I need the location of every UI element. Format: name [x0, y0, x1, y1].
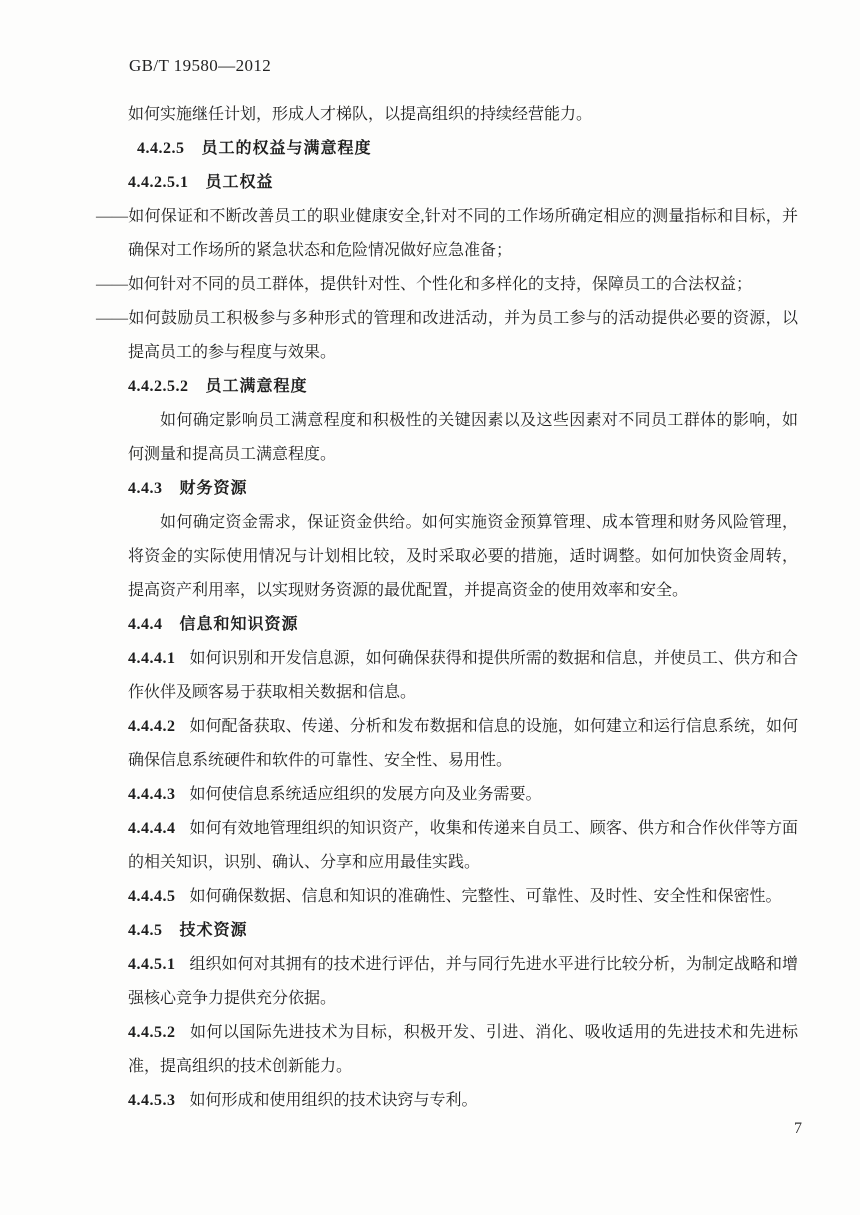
dash-item-text: 如何针对不同的员工群体，提供针对性、个性化和多样化的支持，保障员工的合法权益；: [128, 276, 753, 293]
dash-marker: ——: [96, 208, 128, 225]
clause-paragraph: [128, 948, 798, 1016]
section-number: 4.4.2.5: [137, 140, 185, 157]
dash-list-item: [96, 302, 798, 370]
section-number: 4.4.4: [128, 616, 163, 633]
dash-list-item: [96, 268, 798, 302]
clause-number: 4.4.4.3: [128, 786, 176, 803]
clause-paragraph: [128, 642, 798, 710]
dash-marker: ——: [96, 276, 128, 293]
section-title: 员工满意程度: [205, 378, 308, 395]
section-number: 4.4.2.5.2: [128, 378, 189, 395]
clause-number: 4.4.4.2: [128, 718, 176, 735]
clause-text: 如何识别和开发信息源，如何确保获得和提供所需的数据和信息，并使员工、供方和合作伙伴及顾客易于获取相关数据和信息。: [128, 650, 798, 701]
clause-text: 如何形成和使用组织的技术诀窍与专利。: [189, 1092, 478, 1109]
section-heading: [137, 132, 798, 166]
body-paragraph: 如何确定资金需求，保证资金供给。如何实施资金预算管理、成本管理和财务风险管理，将资金的实际使用情况与计划相比较，及时采取必要的措施，适时调整。如何加快资金周转，提高资产利用率，以实现财务资源的最优配置，并提高资金的使用效率和安全。: [128, 514, 798, 599]
section-heading: [128, 472, 798, 506]
clause-number: 4.4.4.5: [128, 888, 176, 905]
section-heading: [128, 914, 798, 948]
section-title: 员工的权益与满意程度: [201, 140, 372, 157]
clause-number: 4.4.5.1: [128, 956, 176, 973]
clause-text: 如何有效地管理组织的知识资产，收集和传递来自员工、顾客、供方和合作伙伴等方面的相关知识，识别、确认、分享和应用最佳实践。: [128, 820, 798, 871]
section-heading: [128, 370, 798, 404]
body-paragraph: 如何实施继任计划，形成人才梯队，以提高组织的持续经营能力。: [128, 106, 593, 123]
section-number: 4.4.5: [128, 922, 163, 939]
clause-text: 如何配备获取、传递、分析和发布数据和信息的设施，如何建立和运行信息系统，如何确保信息系统硬件和软件的可靠性、安全性、易用性。: [128, 718, 798, 769]
clause-text: 如何确保数据、信息和知识的准确性、完整性、可靠性、及时性、安全性和保密性。: [189, 888, 782, 905]
clause-text: 如何使信息系统适应组织的发展方向及业务需要。: [189, 786, 542, 803]
clause-text: 如何以国际先进技术为目标，积极开发、引进、消化、吸收适用的先进技术和先进标准，提高组织的技术创新能力。: [128, 1024, 798, 1075]
clause-paragraph: [128, 1084, 798, 1118]
section-title: 技术资源: [179, 922, 248, 939]
dash-item-text: 如何保证和不断改善员工的职业健康安全,针对不同的工作场所确定相应的测量指标和目标，并确保对工作场所的紧急状态和危险情况做好应急准备；: [128, 208, 798, 259]
content-blocks: [96, 98, 798, 1118]
page-number: 7: [794, 1120, 802, 1137]
clause-paragraph: [128, 812, 798, 880]
clause-text: 组织如何对其拥有的技术进行评估，并与同行先进水平进行比较分析，为制定战略和增强核心竞争力提供充分依据。: [128, 956, 798, 1007]
clause-paragraph: [128, 710, 798, 778]
clause-paragraph: [128, 778, 798, 812]
clause-number: 4.4.5.3: [128, 1092, 176, 1109]
section-title: 财务资源: [179, 480, 248, 497]
clause-number: 4.4.4.4: [128, 820, 176, 837]
section-title: 员工权益: [205, 174, 274, 191]
clause-number: 4.4.4.1: [128, 650, 176, 667]
dash-list-item: [96, 200, 798, 268]
clause-paragraph: [128, 1016, 798, 1084]
clause-number: 4.4.5.2: [128, 1024, 176, 1041]
body-paragraph: 如何确定影响员工满意程度和积极性的关键因素以及这些因素对不同员工群体的影响，如何测量和提高员工满意程度。: [128, 412, 798, 463]
section-number: 4.4.3: [128, 480, 163, 497]
dash-item-text: 如何鼓励员工积极参与多种形式的管理和改进活动，并为员工参与的活动提供必要的资源，以提高员工的参与程度与效果。: [128, 310, 798, 361]
document-header-standard-code: GB/T 19580—2012: [129, 56, 272, 75]
dash-marker: ——: [96, 310, 128, 327]
section-heading: [128, 608, 798, 642]
section-heading: [128, 166, 798, 200]
section-title: 信息和知识资源: [179, 616, 299, 633]
section-number: 4.4.2.5.1: [128, 174, 189, 191]
clause-paragraph: [128, 880, 798, 914]
